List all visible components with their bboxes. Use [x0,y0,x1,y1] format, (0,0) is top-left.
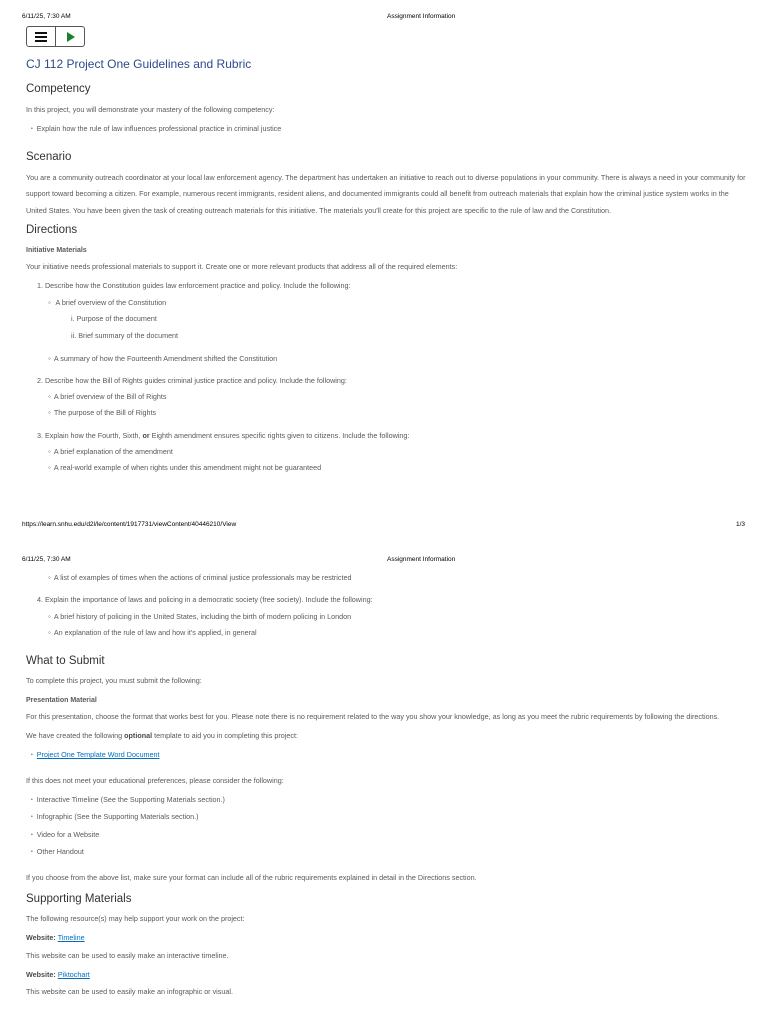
directions-item-2 [37,373,746,422]
directions-item-3-continued [37,570,746,586]
list-item: i. Purpose of the document [71,313,157,323]
list-item: • Other Handout [39,844,746,861]
list-item: • Explain how the rule of law influences professional practice in criminal justice [39,121,746,138]
resource-1 [26,930,746,946]
list-item: ◦ A real-world example of when rights under this amendment might not be guaranteed [57,460,746,476]
directions-item-2-sublist [37,389,746,422]
menu-icon [35,32,47,42]
list-item [36,747,746,764]
directions-item-3-sublist [37,444,746,477]
directions-item-3 [37,428,746,477]
what-to-submit-heading: What to Submit [26,655,105,668]
submit-intro: To complete this project, you must submit the following: [26,676,202,686]
print-date: 6/11/25, 7:30 AM [22,556,71,563]
template-list [26,747,746,764]
directions-item-1 [37,278,746,366]
template-link[interactable]: Project One Template Word Document [36,750,160,760]
presentation-material-subheading: Presentation Material [26,696,97,704]
content-toolbar [26,26,85,47]
list-item: • Interactive Timeline (See the Supporting Materials section.) [39,792,746,809]
submit-text: For this presentation, choose the format that works best for you. Please note there is no requirement related to the way you show your knowledge, as long as you meet the rubric requirements by following the directions. [26,711,720,721]
directions-intro: Your initiative needs professional materials to support it. Create one or more relevant products that address all of the required elements: [26,261,458,271]
scenario-heading: Scenario [26,150,72,163]
supporting-intro: The following resource(s) may help support your work on the project: [26,913,245,923]
print-header-page1 [0,13,768,25]
list-item: ◦ A brief history of policing in the United States, including the birth of modern policing in London [57,609,746,625]
template-text [26,728,746,744]
list-item: ◦ A summary of how the Fourteenth Amendment shifted the Constitution [57,351,746,367]
alt-intro: If this does not meet your educational preferences, please consider the following: [26,775,284,785]
directions-item-4 [37,592,746,641]
print-date: 6/11/25, 7:30 AM [22,13,71,20]
page-number: 1/3 [736,521,746,528]
directions-item-3-sublist-continued [37,570,746,586]
roman-list [57,311,746,345]
list-item: ii. Brief summary of the document [71,331,179,341]
print-title: Assignment Information [387,13,456,20]
list-item: ◦ A brief overview of the Bill of Rights [57,389,746,405]
directions-list [26,278,746,476]
play-icon [66,32,75,42]
directions-item-3-text [37,431,409,440]
document-title: CJ 112 Project One Guidelines and Rubric [26,57,252,71]
text-segment: Eighth amendment ensures specific rights given to citizens. Include the following: [149,430,410,440]
text-segment-bold: or [142,430,150,440]
directions-item-1-text: 1. Describe how the Constitution guides law enforcement practice and policy. Include the following: [37,281,351,291]
directions-item-4-text: 4. Explain the importance of laws and policing in a democratic society (free society). Include the following: [37,595,373,605]
print-header-page2 [0,556,768,568]
list-item-text: A brief overview of the Constitution [55,297,167,307]
directions-list-continued [26,570,746,641]
submit-closing: If you choose from the above list, make sure your format can include all of the rubric requirements explained in detail in the Directions section. [26,873,477,883]
list-item: • Infographic (See the Supporting Materials section.) [39,809,746,826]
menu-button[interactable] [27,27,55,46]
text-segment-bold: optional [124,731,153,740]
competency-list [26,121,746,138]
scenario-text: You are a community outreach coordinator at your local law enforcement agency. The department has undertaken an initiative to reach out to diverse populations in your community. There is always a need in your community for support toward becoming a citizen. For example, numerous recent immigrants, resident aliens, and documented immigrants could all benefit from outreach materials that explain how the criminal justice system works in the United States. You have been given the task of creating outreach materials for this initiative. The materials you'll create for this project are specific to the rule of law and the Constitution. [26,172,746,215]
text-segment: 3. Explain how the Fourth, Sixth, [37,430,143,440]
resource-1-desc: This website can be used to easily make an interactive timeline. [26,950,229,960]
play-button[interactable] [55,27,84,46]
print-url: https://learn.snhu.edu/d2l/le/content/1917731/viewContent/40446210/View [22,521,237,528]
directions-item-4-sublist [37,609,746,642]
directions-item-1-sublist [37,295,746,367]
resource-label: Website: [26,969,56,979]
list-item: ◦ A brief explanation of the amendment [57,444,746,460]
print-title: Assignment Information [387,556,456,563]
competency-intro: In this project, you will demonstrate your mastery of the following competency: [26,105,275,114]
list-item [57,295,746,345]
document-page1 [26,56,746,477]
resource-label: Website: [26,933,56,943]
competency-heading: Competency [26,83,91,95]
document-page2 [26,570,746,1001]
list-item: ◦ A list of examples of times when the actions of criminal justice professionals may be restricted [57,570,746,586]
resource-2-desc: This website can be used to easily make an infographic or visual. [26,987,233,997]
timeline-link[interactable]: Timeline [57,933,85,943]
piktochart-link[interactable]: Piktochart [57,969,90,979]
directions-item-2-text: 2. Describe how the Bill of Rights guides criminal justice practice and policy. Include the following: [37,375,347,385]
initiative-materials-subheading: Initiative Materials [26,246,87,254]
list-item: • Video for a Website [39,827,746,844]
resource-2 [26,967,746,983]
list-item: ◦ The purpose of the Bill of Rights [57,405,746,421]
directions-heading: Directions [26,223,78,236]
supporting-materials-heading: Supporting Materials [26,892,132,905]
alt-format-list [26,792,746,861]
text-segment: template to aid you in completing this project: [152,731,298,740]
list-item: ◦ An explanation of the rule of law and how it's applied, in general [57,625,746,641]
text-segment: We have created the following [26,731,125,740]
